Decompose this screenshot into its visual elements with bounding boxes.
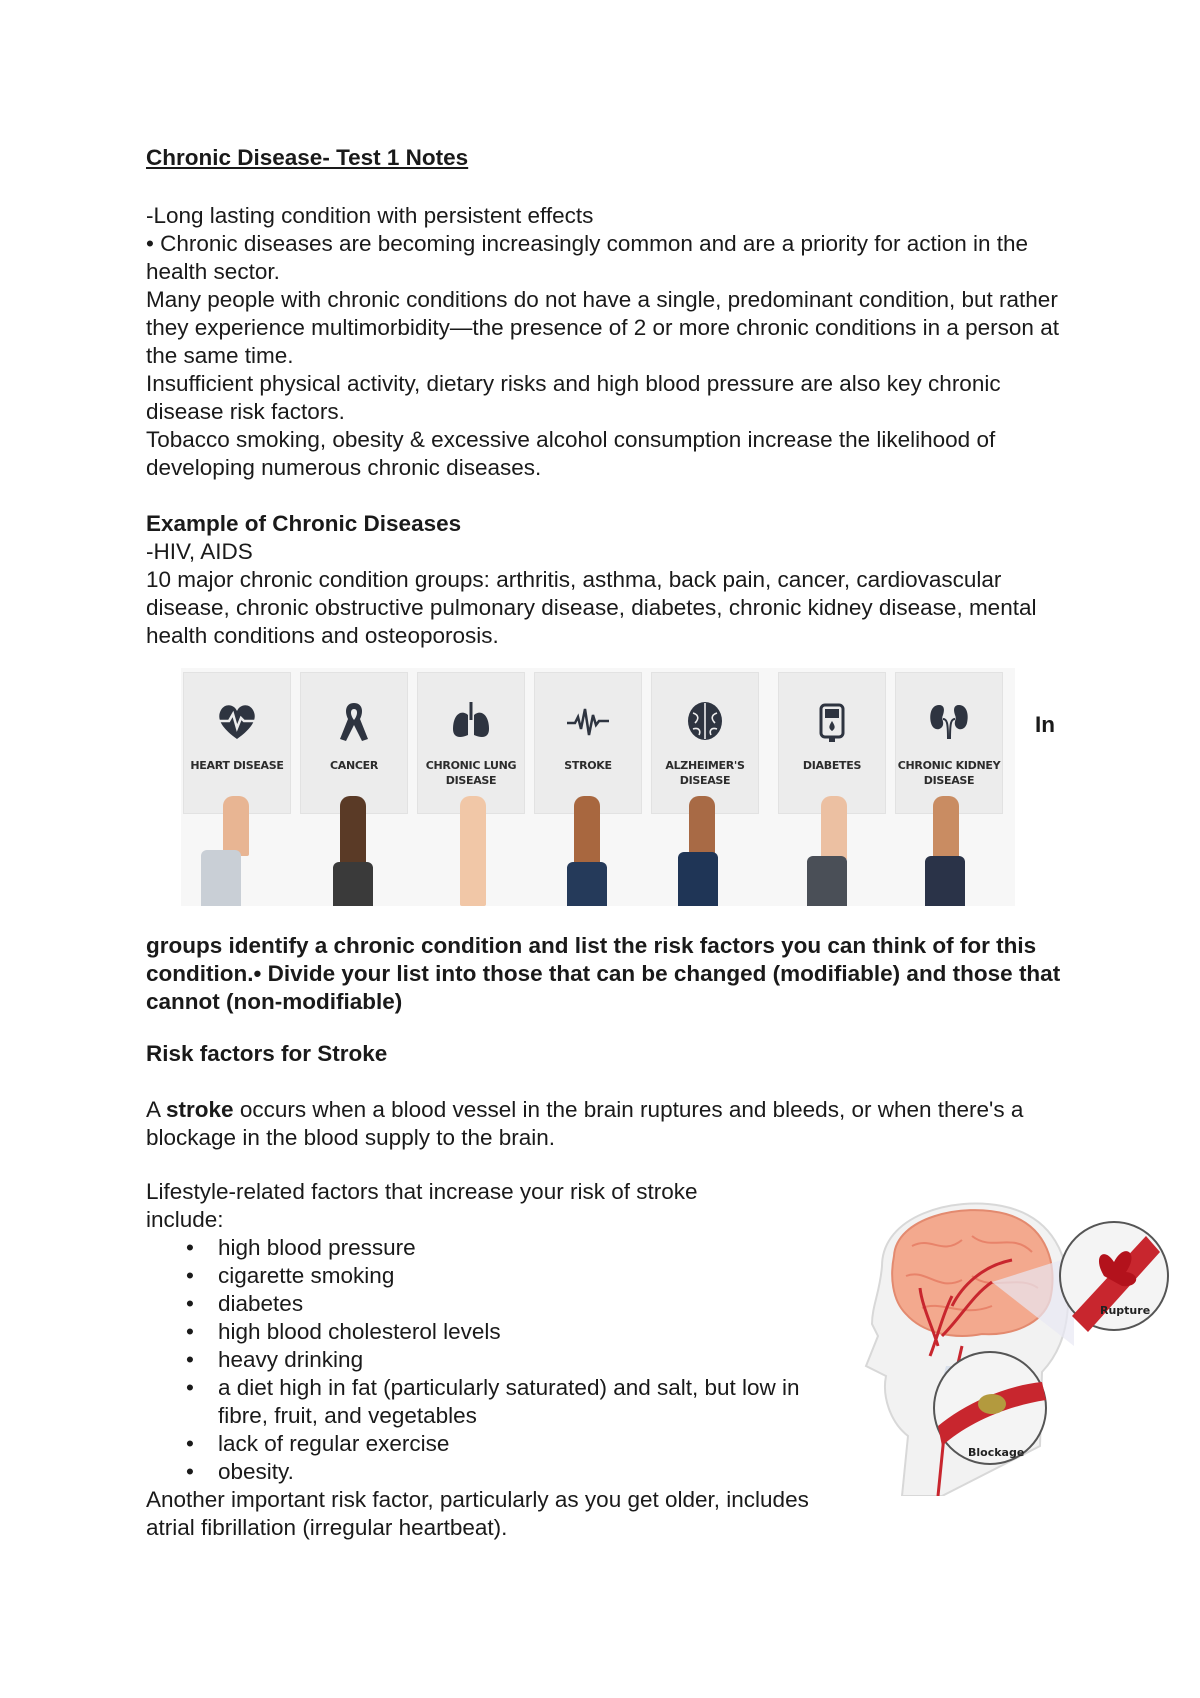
kidneys-icon (927, 699, 971, 743)
stroke-def-prefix: A (146, 1097, 167, 1122)
lifestyle-intro: Lifestyle-related factors that increase your risk of stroke include: (146, 1179, 698, 1232)
sleeve (201, 850, 241, 906)
card-label: CANCER (329, 759, 379, 772)
list-item: • a diet high in fat (particularly saturated) and salt, but low in fibre, fruit, and vegetables (186, 1375, 800, 1428)
list-item: • heavy drinking (186, 1347, 364, 1372)
brain-icon (683, 699, 727, 743)
list-item: • lack of regular exercise (186, 1431, 450, 1456)
examples-line: -HIV, AIDS (146, 539, 253, 564)
card-heart-disease (183, 672, 291, 814)
heart-pulse-icon (215, 699, 259, 743)
rupture-label: Rupture (1100, 1304, 1151, 1317)
lungs-icon (449, 699, 493, 743)
card-label: CHRONIC LUNG DISEASE (425, 759, 517, 787)
examples-section (146, 510, 1076, 650)
blockage-label: Blockage (968, 1446, 1025, 1459)
risk-factor-list (146, 1234, 846, 1486)
list-item: • high blood cholesterol levels (186, 1319, 501, 1344)
list-item: • diabetes (186, 1291, 304, 1316)
sleeve (333, 862, 373, 906)
card-chronic-kidney-disease (895, 672, 1003, 814)
intro-section (146, 202, 1076, 482)
hand (689, 796, 715, 856)
card-chronic-lung-disease (417, 672, 525, 814)
stroke-def-rest: occurs when a blood vessel in the brain ruptures and bleeds, or when there's a blockage in the blood supply to the brain. (146, 1097, 1024, 1150)
card-label: CHRONIC KIDNEY DISEASE (897, 759, 1001, 787)
lifestyle-section (146, 1178, 809, 1542)
intro-line: Tobacco smoking, obesity & excessive alcohol consumption increase the likelihood of developing numerous chronic diseases. (146, 427, 996, 480)
intro-line: Insufficient physical activity, dietary risks and high blood pressure are also key chronic disease risk factors. (146, 371, 1001, 424)
chronic-disease-banner (181, 668, 1015, 906)
hand (821, 796, 847, 860)
sleeve (925, 856, 965, 906)
list-item: • obesity. (186, 1459, 294, 1484)
list-item: • high blood pressure (186, 1235, 416, 1260)
list-item: • cigarette smoking (186, 1263, 395, 1288)
closing-paragraph: Another important risk factor, particularly as you get older, includes atrial fibrillation (irregular heartbeat). (146, 1487, 809, 1540)
hand (460, 796, 486, 906)
stroke-illustration (842, 1196, 1172, 1496)
sleeve (807, 856, 847, 906)
activity-paragraph (146, 932, 1076, 1016)
stroke-heading: Risk factors for Stroke (146, 1041, 388, 1066)
stroke-definition (146, 1096, 1076, 1152)
activity-in-word: In (1035, 712, 1055, 737)
card-label: HEART DISEASE (190, 759, 284, 772)
hand (574, 796, 600, 866)
glucose-meter-icon (810, 699, 854, 743)
intro-line: Many people with chronic conditions do not have a single, predominant condition, but rather they experience multimorbidity—the presence of 2 or more chronic conditions in a person at the same time. (146, 287, 1059, 368)
stroke-def-bold: stroke (166, 1097, 234, 1122)
intro-line: -Long lasting condition with persistent effects (146, 203, 594, 228)
card-stroke (534, 672, 642, 814)
sleeve (678, 852, 718, 906)
stroke-section (146, 1040, 1076, 1152)
sleeve (567, 862, 607, 906)
hand (340, 796, 366, 866)
card-alzheimers-disease (651, 672, 759, 814)
card-cancer (300, 672, 408, 814)
card-label: STROKE (564, 759, 612, 772)
page-title: Chronic Disease- Test 1 Notes (146, 145, 469, 170)
card-label: DIABETES (802, 759, 862, 772)
intro-line: • Chronic diseases are becoming increasingly common and are a priority for action in the health sector. (146, 231, 1029, 284)
activity-text: groups identify a chronic condition and list the risk factors you can think of for this condition.• Divide your list into those that can be changed (modifiable) and those that cannot (non-modifiable) (146, 933, 1061, 1014)
card-label: ALZHEIMER'S DISEASE (665, 759, 745, 787)
card-diabetes (778, 672, 886, 814)
hand (933, 796, 959, 860)
examples-line: 10 major chronic condition groups: arthritis, asthma, back pain, cancer, cardiovascular disease, chronic obstructive pulmonary disease, diabetes, chronic kidney disease, mental health conditions and osteoporosis. (146, 567, 1037, 648)
hand (223, 796, 249, 856)
pulse-line-icon (566, 699, 610, 743)
examples-heading: Example of Chronic Diseases (146, 511, 462, 536)
ribbon-icon (332, 699, 376, 743)
